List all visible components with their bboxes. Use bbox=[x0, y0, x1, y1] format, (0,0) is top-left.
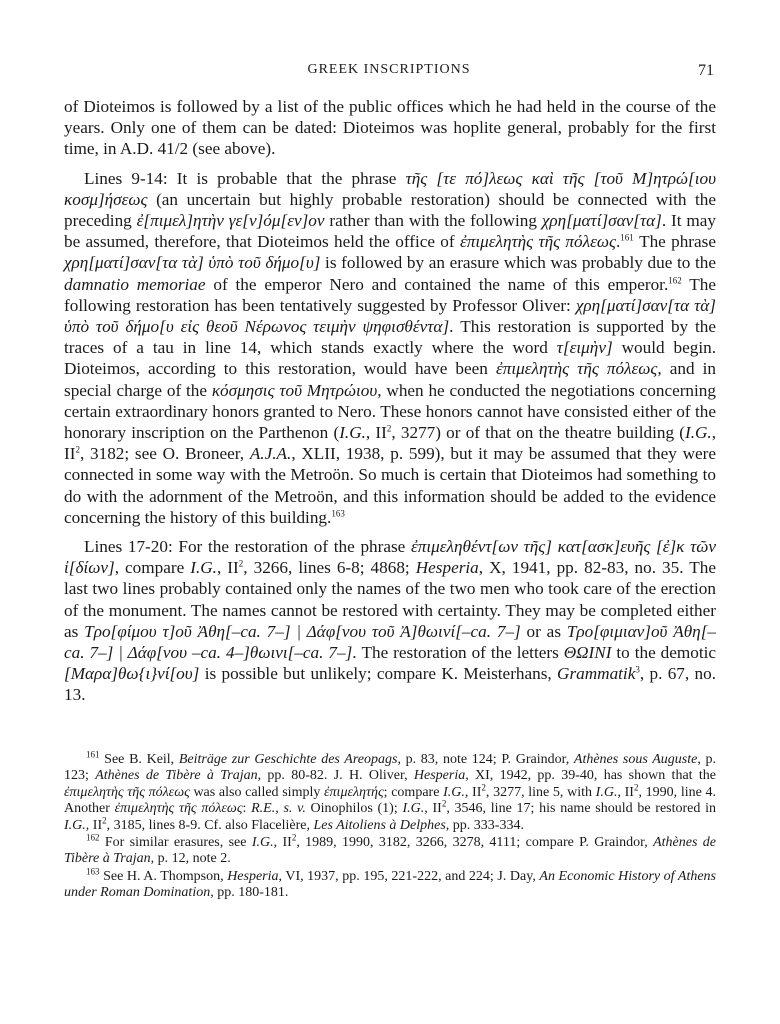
greek-phrase: χρη[ματί]σαν[τα τὰ] ὑπὸ τοῦ δήμο[υ εἰς θεοῦ Νέρωνος τειμὴν ψηφισθέντα] bbox=[64, 295, 716, 337]
text-run: , XLII, 1938, p. 599), but it may be assumed that they were connected in some way with the Metroön. So much is certain that Dioteimos had something to do with the adornment of the Metroön, and this information should be added to the evidence concerning the history of this building. bbox=[64, 444, 717, 527]
text-run: was also called simply bbox=[189, 784, 325, 800]
text-run: , pp. 180-181. bbox=[210, 885, 289, 901]
superscript: 2 bbox=[633, 782, 639, 793]
text-run: , 3277) or of that on the theatre building ( bbox=[391, 423, 685, 443]
text-run: , II bbox=[216, 558, 239, 578]
footnote-number: 161 bbox=[86, 749, 100, 760]
superscript: 2 bbox=[291, 832, 297, 843]
text-run: , II bbox=[273, 835, 292, 851]
text-run: , VI, 1937, pp. 195, 221-222, and 224; J. Day, bbox=[278, 868, 540, 884]
text-run: Lines 17-20: For the restoration of the phrase bbox=[84, 537, 411, 557]
citation-title: An Economic History of Athens under Roman Domination bbox=[64, 868, 716, 901]
text-run: , pp. 333-334. bbox=[445, 817, 524, 833]
text-run: The phrase bbox=[633, 232, 716, 252]
footnote-number: 163 bbox=[86, 866, 100, 877]
text-run: . bbox=[615, 232, 621, 252]
superscript: 2 bbox=[441, 798, 447, 809]
greek-phrase: τῆς [τε πό]λεως καὶ τῆς [τοῦ Μ]ητρώ[ιου κοσμ]ήσεως bbox=[64, 168, 716, 209]
text-run: or as bbox=[520, 621, 567, 641]
greek-phrase: ἐπιμελητὴς τῆς πόλεως bbox=[114, 801, 243, 817]
text-run: , p. 12, note 2. bbox=[150, 851, 231, 867]
footnote-ref-162[interactable]: 162 bbox=[668, 274, 682, 285]
citation-title: I.G. bbox=[339, 423, 366, 443]
text-run: , compare bbox=[114, 558, 191, 578]
greek-phrase: Τρο[φίμου τ]οῦ Ἀθη[–ca. 7–] | Δάφ[νου τοῦ Ἀ]θωινί[–ca. 7–] bbox=[84, 621, 521, 641]
greek-phrase: ἐ[πιμελ]ητὴν γε[ν]όμ[εν]ον bbox=[136, 211, 325, 231]
citation-title: I.G. bbox=[595, 784, 618, 800]
citation-title: Hesperia bbox=[413, 768, 466, 784]
text-run: , 3546, line 17; his name should be restored in bbox=[446, 801, 716, 817]
citation-title: I.G. bbox=[251, 835, 274, 851]
text-run: is followed by an erasure which was probably due to the bbox=[320, 253, 716, 273]
text-run: , bbox=[275, 801, 284, 817]
text-run: to the demotic bbox=[611, 643, 716, 663]
text-run: Oinophilos (1); bbox=[305, 801, 403, 817]
text-run: , 1989, 1990, 3182, 3266, 3278, 4111; compare P. Graindor, bbox=[296, 835, 654, 851]
text-run: , p. 123; bbox=[64, 752, 716, 784]
paragraph-2 bbox=[64, 168, 716, 528]
greek-phrase: Τρο[φιμιαν]οῦ Ἀθη[–ca. 7–] | Δάφ[νου –ca. 4–]θωινι[–ca. 7–] bbox=[64, 621, 716, 663]
citation-title: Beiträge zur Geschichte des Areopags bbox=[178, 752, 398, 767]
text-run: , pp. 80-82. J. H. Oliver, bbox=[257, 768, 414, 784]
running-header bbox=[64, 62, 714, 82]
text-run: See B. Keil, bbox=[99, 752, 179, 767]
citation-title: Athènes de Tibère à Trajan bbox=[95, 768, 258, 784]
page-number: 71 bbox=[698, 62, 714, 79]
citation-title: I.G. bbox=[443, 784, 465, 800]
text-run: , II bbox=[365, 423, 387, 443]
paragraph-1: of Dioteimos is followed by a list of the public offices which he had held in the course of the years. Only one of them can be dated: Dioteimos was hoplite general, probably for the first time, in A.D. 41/2 (see above). bbox=[64, 97, 716, 159]
footnote-number: 162 bbox=[86, 832, 100, 843]
greek-phrase: ἐπιμελητὴς τῆς πόλεως bbox=[64, 784, 190, 800]
citation-title: I.G. bbox=[190, 558, 217, 578]
text-run: , 3266, lines 6-8; 4868; bbox=[243, 558, 416, 578]
citation-title: R.E. bbox=[251, 801, 276, 817]
superscript: 2 bbox=[386, 423, 392, 434]
footnotes bbox=[64, 749, 716, 903]
text-run: . This restoration is supported by the traces of a tau in line 14, which stands exactly where the word bbox=[64, 317, 716, 358]
text-run: , 3182; see O. Broneer, bbox=[79, 444, 250, 464]
italic-term: damnatio memoriae bbox=[64, 274, 206, 294]
footnote-ref-163[interactable]: 163 bbox=[331, 508, 345, 519]
greek-phrase: χρη[ματί]σαν[τα τὰ] ὑπὸ τοῦ δήμο[υ] bbox=[64, 253, 321, 273]
superscript: 3 bbox=[635, 664, 640, 675]
main-text bbox=[64, 96, 716, 714]
text-run: See H. A. Thompson, bbox=[99, 868, 228, 884]
citation-title: Grammatik bbox=[557, 664, 636, 684]
greek-phrase: ἐπιμελητὴς τῆς πόλεως bbox=[459, 232, 616, 252]
greek-phrase: ἐπιμελητής bbox=[324, 784, 384, 800]
citation-title: Athènes de Tibère à Trajan bbox=[64, 835, 716, 867]
citation-title: I.G. bbox=[684, 423, 712, 443]
citation-title: I.G. bbox=[402, 801, 425, 817]
text-run: , when he conducted the negotiations concerning certain extraordinary honors granted to Nero. These honors cannot have consisted either of the honorary inscription on the Parthenon ( bbox=[64, 380, 716, 443]
superscript: 2 bbox=[481, 782, 486, 793]
text-run: . The restoration of the letters bbox=[352, 643, 564, 663]
text-run: , p. 83, note 124; P. Graindor, bbox=[397, 752, 574, 767]
text-run: . It may be assumed, therefore, that Dioteimos held the office of bbox=[64, 211, 716, 252]
text-run: (an uncertain but highly probable restoration) should be connected with the preceding bbox=[64, 189, 716, 231]
text-run: , p. 67, no. 13. bbox=[64, 664, 716, 705]
text-run: For similar erasures, see bbox=[99, 835, 252, 851]
citation-title: I.G. bbox=[64, 817, 86, 833]
citation-title: Athènes sous Auguste bbox=[573, 752, 698, 767]
text-run: , and in special charge of the bbox=[64, 359, 716, 400]
text-run: Lines 9-14: It is probable that the phrase bbox=[84, 168, 406, 188]
citation-title: Hesperia bbox=[415, 558, 479, 578]
greek-phrase: [Μαρα]θω{ι}νί[ου] bbox=[64, 664, 200, 684]
greek-phrase: ἐπιμεληθέντ[ων τῆς] κατ[ασκ]ευῆς [ἐ]κ τῶν ἰ[δίων] bbox=[64, 537, 717, 578]
footnote-163 bbox=[64, 866, 716, 902]
superscript: 2 bbox=[102, 814, 107, 825]
footnote-ref-161[interactable]: 161 bbox=[620, 232, 634, 243]
text-run: , XI, 1942, pp. 39-40, has shown that the bbox=[465, 768, 716, 784]
text-run: , II bbox=[64, 423, 716, 464]
text-run: rather than with the following bbox=[324, 211, 542, 231]
citation-title: Les Aitoliens à Delphes bbox=[313, 817, 446, 833]
paragraph-3 bbox=[64, 536, 716, 706]
greek-phrase: τ[ειμὴν] bbox=[556, 338, 613, 358]
text-run: , 3185, lines 8-9. Cf. also Flacelière, bbox=[106, 817, 314, 833]
text-run: , 3277, line 5, with bbox=[485, 784, 596, 800]
superscript: 2 bbox=[75, 444, 80, 455]
text-run: is possible but unlikely; compare K. Meisterhans, bbox=[199, 664, 558, 684]
citation-title: A.J.A. bbox=[249, 444, 292, 464]
text-run: of the emperor Nero and contained the name of this emperor. bbox=[205, 274, 669, 294]
text-run: : bbox=[242, 801, 252, 817]
text-run: , II bbox=[617, 784, 634, 800]
text-run: , X, 1941, pp. 82-83, no. 35. The last two lines probably contained only the names of the two men who took care of the erection of the monument. The names cannot be restored with certainty. They may be completed either as bbox=[64, 558, 716, 641]
text-run: , II bbox=[424, 801, 442, 817]
text-run: ; compare bbox=[383, 784, 444, 800]
superscript: 2 bbox=[238, 558, 244, 569]
text-run: , 1990, line 4. Another bbox=[64, 784, 716, 817]
footnote-162 bbox=[64, 832, 716, 868]
text-run: , II bbox=[464, 784, 482, 800]
running-title: GREEK INSCRIPTIONS bbox=[307, 62, 471, 77]
text-run: , II bbox=[85, 817, 103, 833]
footnote-161 bbox=[64, 749, 716, 834]
citation-title: Hesperia bbox=[227, 868, 279, 884]
greek-phrase: κόσμησις τοῦ Μητρώιου bbox=[211, 380, 378, 400]
text-run: The following restoration has been tentatively suggested by Professor Oliver: bbox=[64, 274, 716, 315]
greek-letters: ΘΩΙΝΙ bbox=[563, 643, 612, 663]
text-run: would begin. Dioteimos, according to this restoration, would have been bbox=[64, 338, 716, 379]
citation-title: s. v. bbox=[283, 801, 306, 817]
greek-phrase: χρη[ματί]σαν[τα] bbox=[541, 211, 662, 231]
greek-phrase: ἐπιμελητὴς τῆς πόλεως bbox=[495, 359, 658, 379]
